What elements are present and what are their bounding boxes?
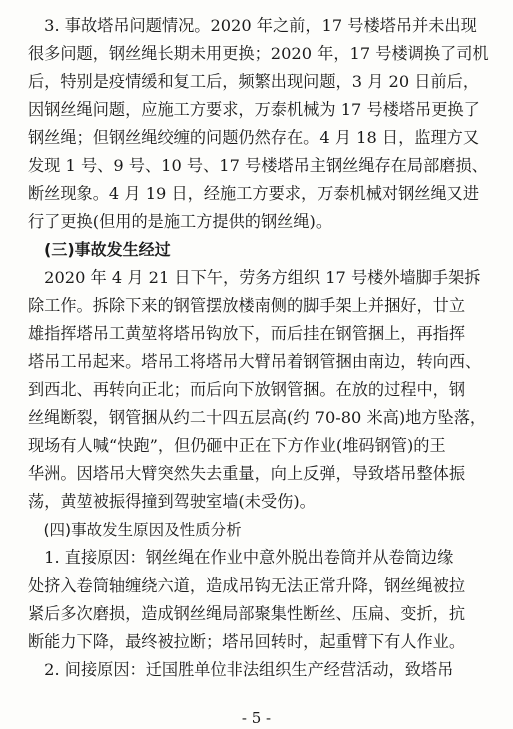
paragraph-line: 华洲。因塔吊大臂突然失去重量，向上反弹，导致塔吊整体振 bbox=[28, 464, 466, 483]
paragraph-line: 3. 事故塔吊问题情况。2020 年之前，17 号楼塔吊并未出现 bbox=[28, 16, 477, 35]
paragraph-line: 除工作。拆除下来的钢管摆放楼南侧的脚手架上并捆好，廿立 bbox=[28, 296, 466, 315]
paragraph-line: 行了更换(但用的是施工方提供的钢丝绳)。 bbox=[28, 212, 333, 231]
paragraph-line: 很多问题，钢丝绳长期未用更换；2020 年，17 号楼调换了司机 bbox=[28, 44, 489, 63]
paragraph-line: 钢丝绳；但钢丝绳绞缠的问题仍然存在。4 月 18 日，监理方又 bbox=[28, 128, 480, 147]
paragraph-line: 发现 1 号、9 号、10 号、17 号楼塔吊主钢丝绳存在局部磨损、 bbox=[28, 156, 488, 175]
paragraph-line: 紧后多次磨损，造成钢丝绳局部聚集性断丝、压扁、变折，抗 bbox=[28, 604, 466, 623]
paragraph-line: 处挤入卷筒轴缠绕六道，造成吊钩无法正常升降，钢丝绳被拉 bbox=[28, 576, 466, 595]
paragraph-line: 塔吊工吊起来。塔吊工将塔吊大臂吊着钢管捆由南边，转向西、 bbox=[28, 352, 482, 371]
page-number: - 5 - bbox=[241, 709, 272, 727]
paragraph-line: 荡，黄堃被振得撞到驾驶室墙(未受伤)。 bbox=[28, 492, 316, 511]
paragraph-line: 现场有人喊“快跑”，但仍砸中正在下方作业(堆码钢管)的王 bbox=[28, 436, 446, 455]
paragraph-line: 断能力下降，最终被拉断；塔吊回转时，起重臂下有人作业。 bbox=[28, 632, 466, 651]
paragraph-line: 丝绳断裂，钢管捆从约二十四五层高(约 70-80 米高)地方坠落， bbox=[28, 408, 487, 427]
paragraph-line: 断丝现象。4 月 19 日，经施工方要求，万泰机械对钢丝绳又进 bbox=[28, 184, 480, 203]
section-heading: (四)事故发生原因及性质分析 bbox=[28, 521, 242, 539]
section-heading: (三)事故发生经过 bbox=[28, 240, 171, 259]
paragraph-line: 1. 直接原因：钢丝绳在作业中意外脱出卷筒并从卷筒边缘 bbox=[28, 548, 454, 567]
paragraph-line: 到西北、再转向正北；而后向下放钢管捆。在放的过程中，钢 bbox=[28, 380, 466, 399]
paragraph-line: 2020 年 4 月 21 日下午，劳务方组织 17 号楼外墙脚手架拆 bbox=[28, 268, 481, 287]
paragraph-line: 雄指挥塔吊工黄堃将塔吊钩放下，而后挂在钢管捆上，再指挥 bbox=[28, 324, 466, 343]
paragraph-line: 后，特别是疫情缓和复工后，频繁出现问题，3 月 20 日前后， bbox=[28, 72, 480, 91]
paragraph-line: 2. 间接原因：迁国胜单位非法组织生产经营活动，致塔吊 bbox=[28, 660, 454, 679]
paragraph-line: 因钢丝绳问题，应施工方要求，万泰机械为 17 号楼塔吊更换了 bbox=[28, 100, 480, 119]
